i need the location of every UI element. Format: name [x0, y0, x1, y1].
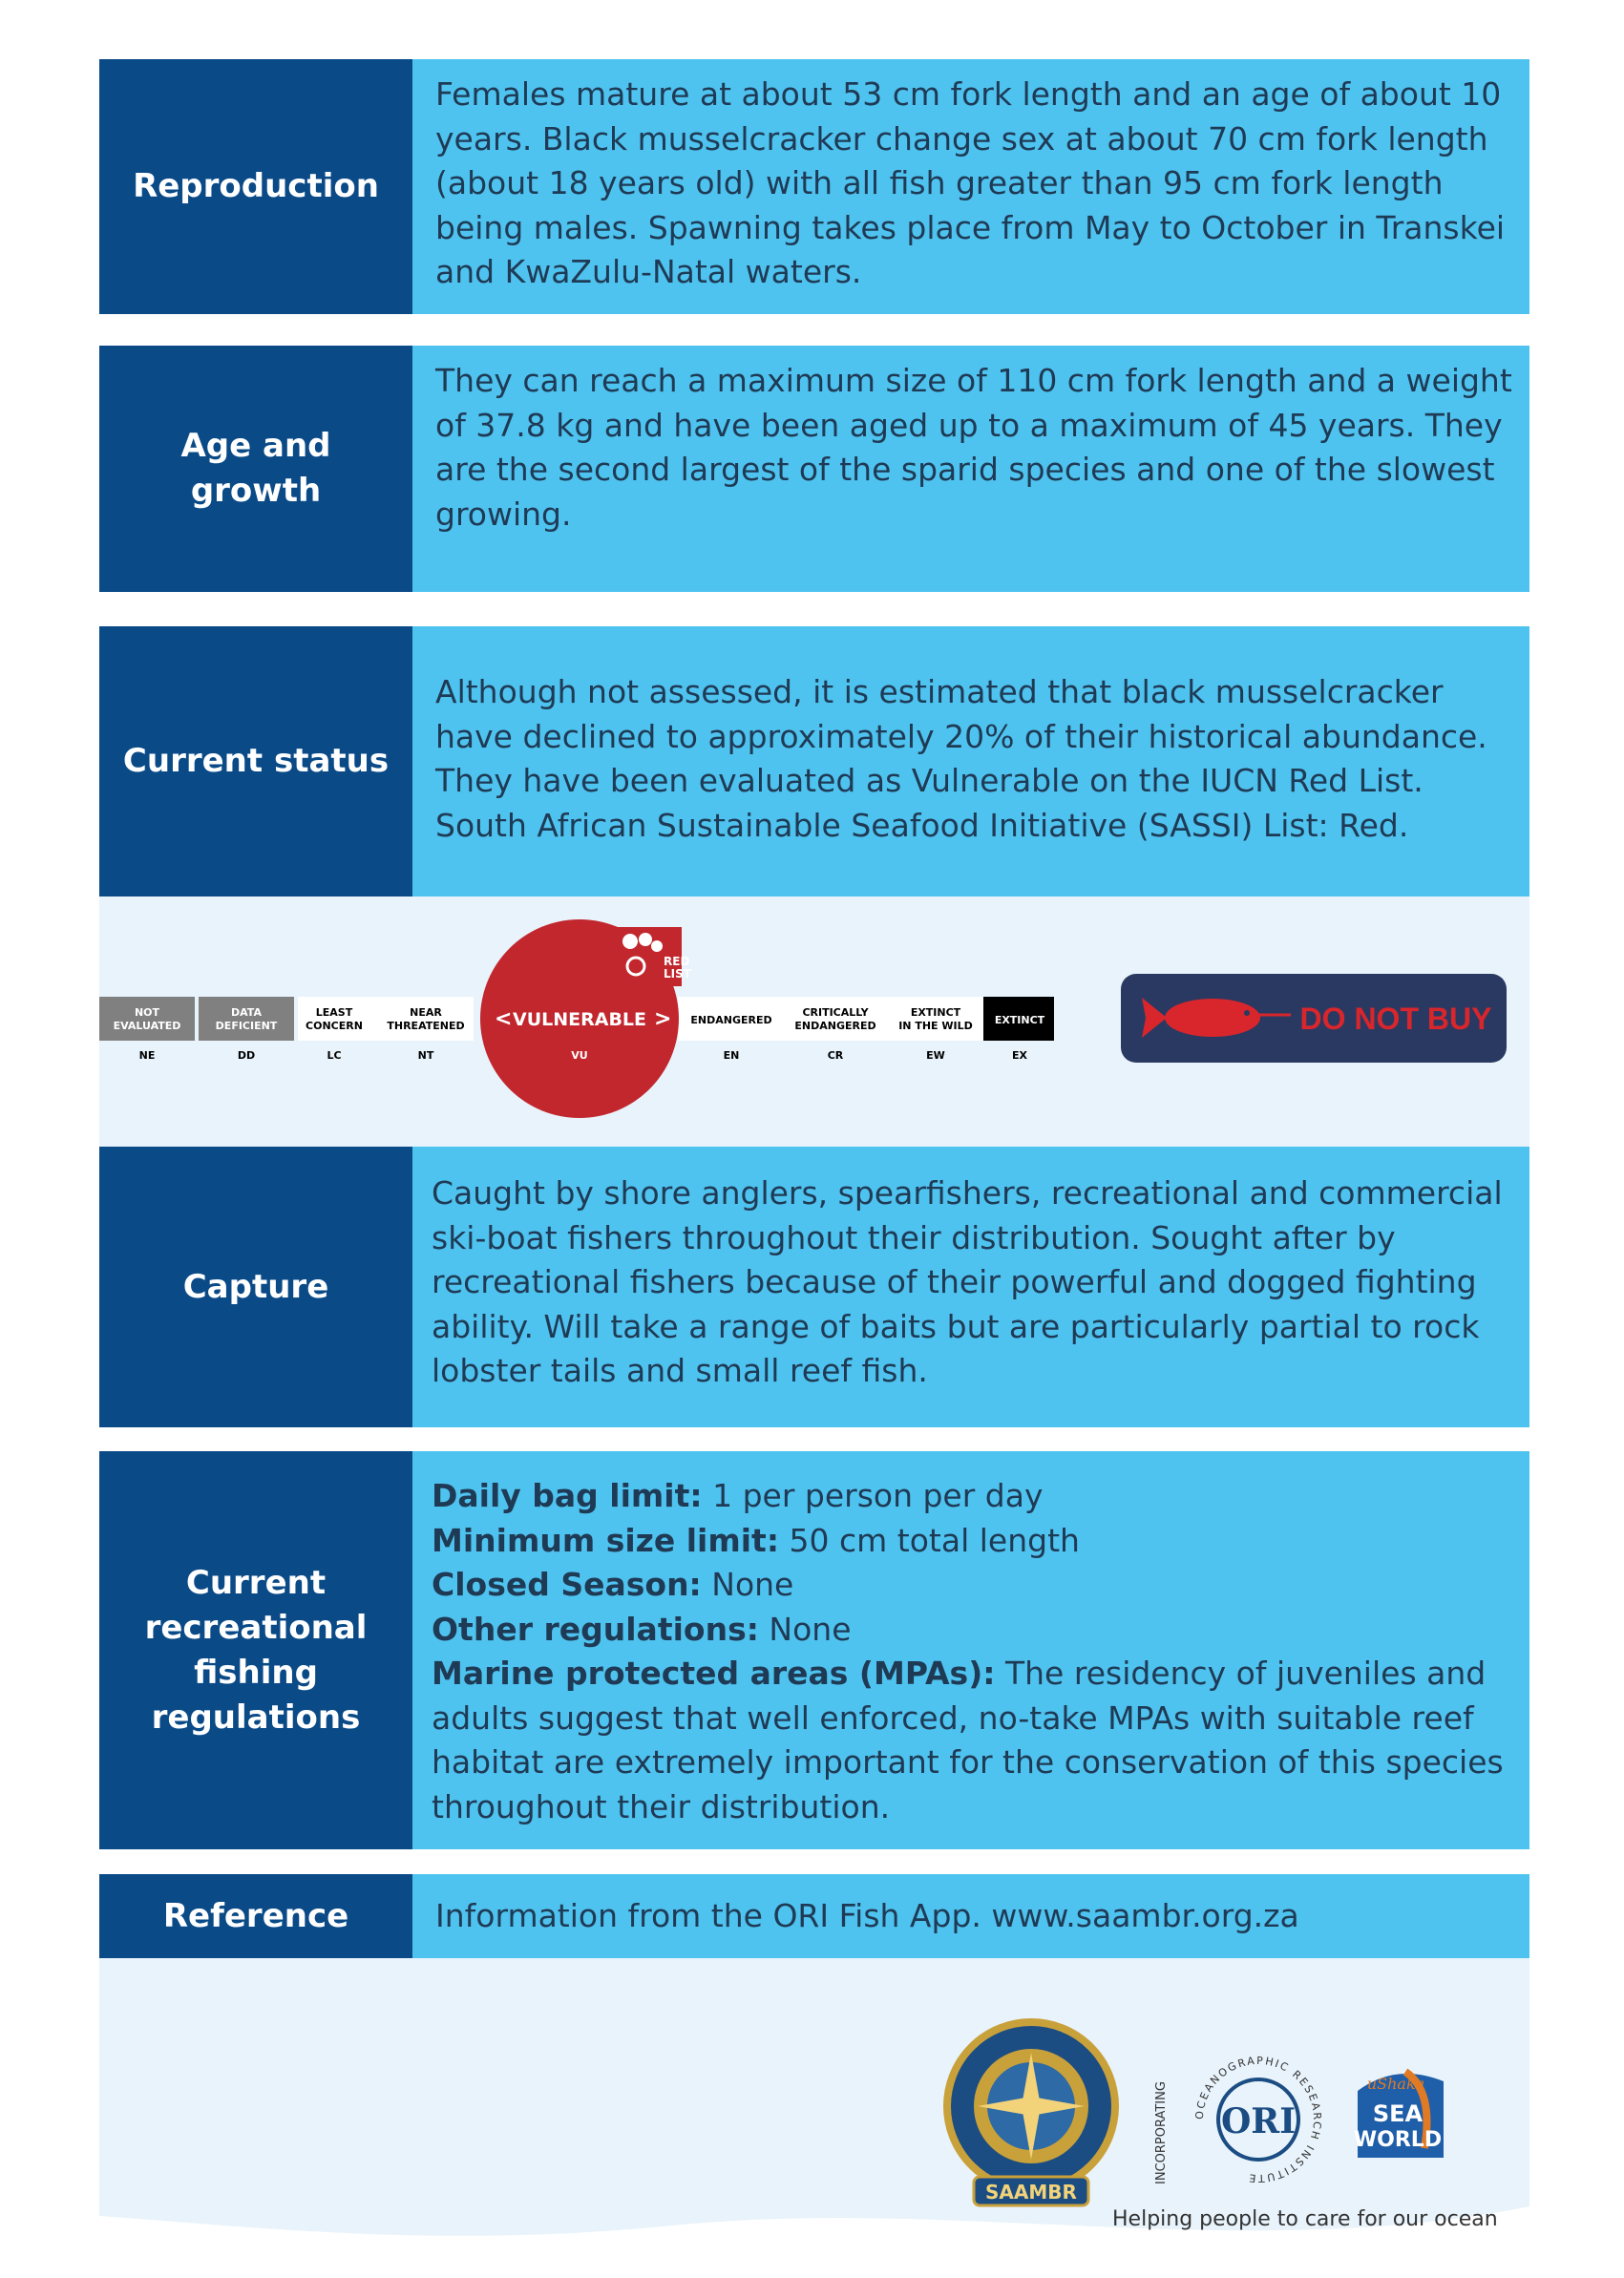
capture-label: Capture	[99, 1147, 412, 1427]
regulations-label-line-3: fishing	[194, 1653, 318, 1692]
age-growth-text: They can reach a maximum size of 110 cm fork length and a weight of 37.8 kg and have been aged up to a maximum of 45 years. They are the second largest of the sparid species and one of the slowest growing.	[435, 362, 1512, 533]
dd-code: DD	[237, 1049, 256, 1062]
regulations-section	[99, 1451, 1529, 1849]
age-growth-section	[99, 346, 1529, 592]
lc-segment	[298, 997, 386, 1041]
cr-label-2: ENDANGERED	[794, 1020, 876, 1032]
badge-text-2: LIST	[664, 967, 691, 981]
ne-segment	[99, 997, 195, 1041]
cr-label-1: CRITICALLY	[802, 1006, 869, 1019]
capture-section	[99, 1147, 1529, 1427]
reproduction-text-cell	[412, 59, 1529, 314]
reference-text: Information from the ORI Fish App. www.saambr.org.za	[435, 1896, 1299, 1934]
capture-text: Caught by shore anglers, spearfishers, recreational and commercial ski-boat fishers throughout their distribution. Sought after by recreational fishers because of their powerful and dogged fighting ability. Will take a range of baits but are particularly partial to rock lobster tails and small reef fish.	[432, 1174, 1503, 1389]
lc-code: LC	[327, 1049, 342, 1062]
lc-label-2: CONCERN	[306, 1020, 363, 1032]
current-status-text-cell	[412, 626, 1529, 896]
other-regulations-title: Other regulations:	[432, 1610, 759, 1648]
closed-season-value: None	[711, 1566, 794, 1603]
daily-bag-limit-title: Daily bag limit:	[432, 1477, 703, 1514]
closed-season-title: Closed Season:	[432, 1566, 702, 1603]
world-text: WORLD	[1353, 2128, 1443, 2152]
nt-code: NT	[417, 1049, 434, 1062]
regulations-label	[99, 1451, 412, 1849]
ew-label-1: EXTINCT	[910, 1006, 961, 1019]
dd-segment	[199, 997, 294, 1041]
current-status-section	[99, 626, 1529, 896]
ew-label-2: IN THE WILD	[898, 1020, 973, 1032]
saambr-logo-text: SAAMBR	[985, 2181, 1077, 2204]
ew-segment	[876, 997, 983, 1041]
other-regulations-value: None	[769, 1610, 852, 1648]
mpa-title: Marine protected areas (MPAs):	[432, 1655, 996, 1692]
footer-tagline: Helping people to care for our ocean	[1112, 2207, 1498, 2231]
reference-text-cell	[412, 1874, 1529, 1958]
ushaka-text: uShaka	[1366, 2075, 1425, 2093]
minimum-size-limit	[432, 1519, 1518, 1564]
other-regulations	[432, 1608, 1518, 1653]
dd-label-2: DEFICIENT	[215, 1020, 278, 1032]
ne-code: NE	[138, 1049, 156, 1062]
reference-section	[99, 1874, 1529, 1958]
sea-text: SEA	[1372, 2100, 1424, 2127]
reproduction-label: Reproduction	[99, 59, 412, 314]
current-status-text: Although not assessed, it is estimated that black musselcracker have declined to approximately 20% of their historical abundance. They have been evaluated as Vulnerable on the IUCN Red List.	[435, 673, 1487, 799]
ne-label-2: EVALUATED	[113, 1020, 181, 1032]
ori-logo-text: ORI	[1220, 2101, 1297, 2141]
en-label: ENDANGERED	[690, 1014, 772, 1026]
dd-label-1: DATA	[231, 1006, 262, 1019]
regulations-label-line-4: regulations	[151, 1698, 361, 1737]
current-status-label: Current status	[99, 626, 412, 896]
svg-text:INCORPORATING: INCORPORATING	[1154, 2081, 1169, 2184]
chevron-left-icon: <	[495, 1007, 513, 1031]
regulations-text-cell	[412, 1451, 1529, 1849]
sassi-do-not-buy-text: DO NOT BUY	[1299, 1002, 1492, 1036]
daily-bag-limit-value: 1 per person per day	[712, 1477, 1044, 1514]
regulations-label-line-2: recreational	[144, 1608, 368, 1647]
marine-protected-areas	[432, 1652, 1518, 1829]
vu-label: VULNERABLE	[512, 1009, 647, 1030]
cr-code: CR	[827, 1049, 844, 1062]
minimum-size-limit-title: Minimum size limit:	[432, 1521, 780, 1559]
closed-season	[432, 1563, 1518, 1608]
saambr-logo	[936, 2014, 1127, 2215]
nt-label-1: NEAR	[410, 1006, 442, 1019]
cr-segment	[775, 997, 876, 1041]
lc-label-1: LEAST	[315, 1006, 353, 1019]
age-growth-text-cell	[412, 346, 1529, 592]
minimum-size-limit-value: 50 cm total length	[789, 1521, 1080, 1559]
reproduction-text: Females mature at about 53 cm fork length and an age of about 10 years. Black musselcracker change sex at about 70 cm fork length (about 18 years old) with all fish greater than 95 cm fork length being males. Spawning takes place from May to October in Transkei and KwaZulu-Natal waters.	[435, 75, 1506, 290]
ew-code: EW	[926, 1049, 945, 1062]
iucn-red-list-scale	[0, 896, 1624, 1147]
ne-label-1: NOT	[134, 1006, 160, 1019]
reference-label: Reference	[99, 1874, 412, 1958]
nt-segment	[386, 997, 474, 1041]
vu-code: VU	[571, 1049, 588, 1062]
incorporating-text	[1146, 2053, 1174, 2186]
daily-bag-limit	[432, 1474, 1518, 1519]
regulations-label-line-1: Current	[185, 1563, 327, 1602]
nt-label-2: THREATENED	[387, 1020, 465, 1032]
mpa-value: The residency of juveniles and adults suggest that well enforced, no-take MPAs with suitable reef habitat are extremely important for the conservation of this species throughout their distribution.	[432, 1655, 1504, 1825]
reproduction-section	[99, 59, 1529, 314]
badge-text-1: RED	[664, 955, 690, 968]
age-growth-label: Age and growth	[99, 346, 412, 592]
chevron-right-icon: >	[654, 1007, 672, 1031]
ori-ring-text: OCEANOGRAPHIC RESEARCH INSTITUTE	[1192, 2054, 1324, 2185]
ex-code: EX	[1012, 1049, 1027, 1062]
en-code: EN	[723, 1049, 740, 1062]
capture-text-cell	[412, 1147, 1529, 1427]
ushaka-sea-world-logo	[1339, 2053, 1463, 2177]
ex-label: EXTINCT	[994, 1014, 1045, 1026]
sassi-status-text: South African Sustainable Seafood Initiative (SASSI) List: Red.	[435, 806, 1409, 844]
ori-logo	[1192, 2053, 1325, 2186]
